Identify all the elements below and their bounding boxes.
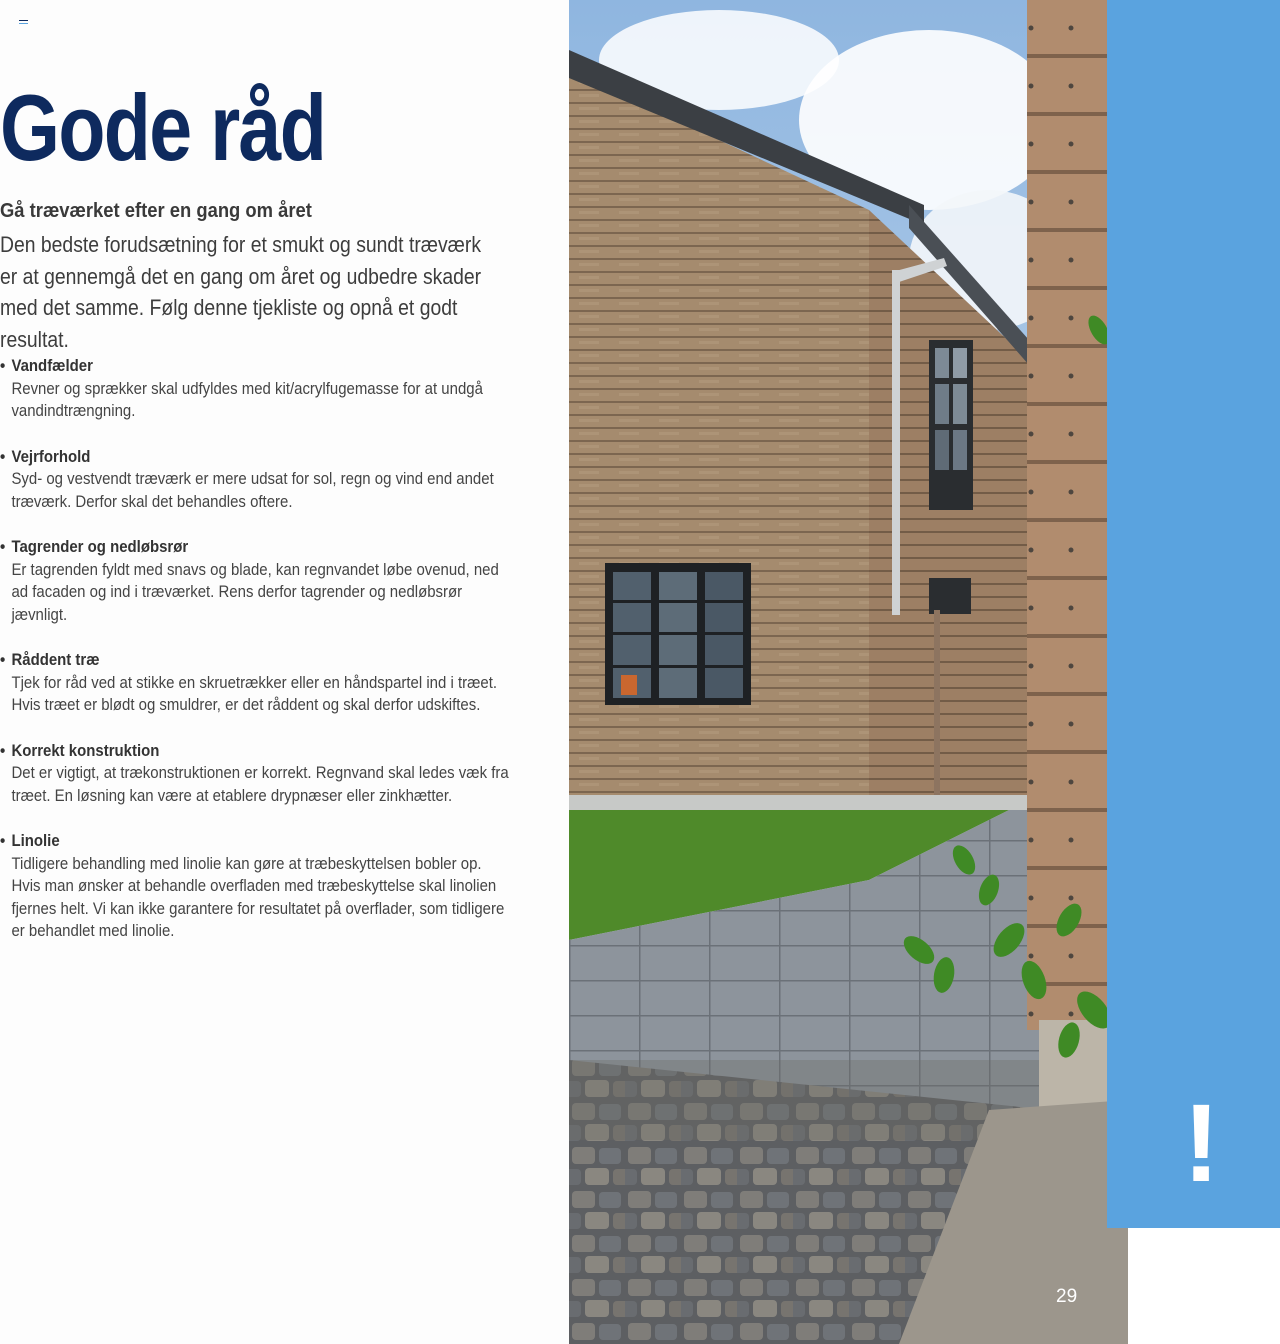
- tip-title: Råddent træ: [11, 650, 100, 669]
- accent-band: [1107, 0, 1280, 1228]
- tip-text: Det er vigtigt, at trækonstruktionen er korrekt. Regnvand skal ledes væk fra træet. En løsning kan være at etablere drypnæser eller zinkhætter.: [11, 763, 509, 805]
- bullet-icon: •: [0, 831, 6, 850]
- house-photo: [569, 0, 1128, 1344]
- tip-text: Revner og sprækker skal udfyldes med kit/acrylfugemasse for at undgå vandindtrængning.: [11, 378, 483, 420]
- tip-title: Korrekt konstruktion: [11, 740, 160, 760]
- list-item: [0, 830, 510, 943]
- exclamation-icon: !: [1183, 1082, 1220, 1205]
- bullet-icon: •: [0, 446, 6, 466]
- tips-list: [0, 355, 560, 966]
- bullet-icon: •: [0, 650, 6, 669]
- tip-title: Tagrender og nedløbsrør: [11, 537, 189, 556]
- bullet-icon: •: [0, 356, 6, 375]
- intro-body: Den bedste forudsætning for et smukt og sundt træværk er at gennemgå det en gang om året og udbedre skader med det samme. Følg denne tjekliste og opnå et godt resultat.: [0, 232, 482, 352]
- list-item: [0, 355, 510, 423]
- bullet-icon: •: [0, 740, 6, 760]
- intro-section: [0, 200, 560, 355]
- tip-text: Tidligere behandling med linolie kan gøre at træbeskyttelsen bobler op. Hvis man ønsker at behandle overfladen med træbeskyttelse skal linolien fjernes helt. Vi kan ikke garantere for resultatet på overflader, som tidligere er behandlet med linolie.: [11, 853, 505, 940]
- list-item: [0, 536, 510, 626]
- tip-title: Vandfælder: [11, 356, 93, 375]
- list-item: [0, 446, 510, 514]
- tip-title: Linolie: [11, 831, 60, 850]
- text-column: [0, 0, 569, 1344]
- page-number: 29: [1056, 1286, 1078, 1307]
- menu-icon[interactable]: [19, 20, 28, 27]
- list-item: [0, 649, 510, 717]
- bullet-icon: •: [0, 537, 6, 556]
- tip-text: Syd- og vestvendt træværk er mere udsat for sol, regn og vind end andet træværk. Derfor skal det behandles oftere.: [11, 469, 494, 511]
- list-item: [0, 740, 510, 808]
- tip-text: Tjek for råd ved at stikke en skruetrækker eller en håndspartel ind i træet. Hvis træet er blødt og smuldrer, er det råddent og skal derfor udskiftes.: [11, 672, 498, 714]
- page-title: Gode råd: [0, 75, 326, 180]
- tip-title: Vejrforhold: [11, 446, 91, 466]
- tip-text: Er tagrenden fyldt med snavs og blade, kan regnvandet løbe ovenud, ned ad facaden og ind i træværket. Rens derfor tagrender og nedløbsrør jævnligt.: [11, 559, 499, 624]
- intro-heading: Gå træværket efter en gang om året: [0, 200, 312, 222]
